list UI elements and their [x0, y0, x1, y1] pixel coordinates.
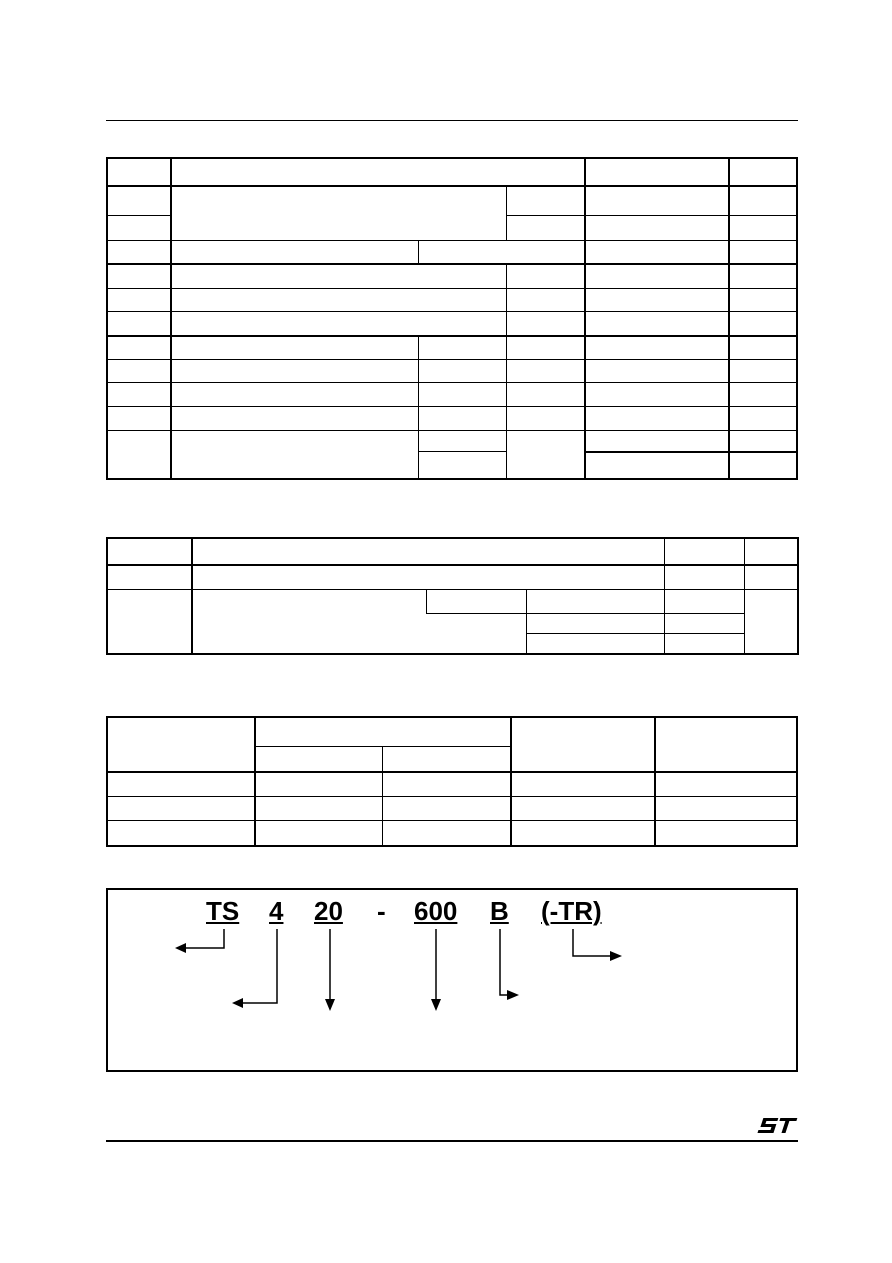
- arrow-tape-reel: [573, 929, 611, 956]
- arrow-digit: [242, 929, 277, 1003]
- footer-rule: [106, 1140, 798, 1142]
- code-tape-reel: (-TR): [541, 896, 602, 926]
- arrow-prefix: [185, 929, 224, 948]
- code-current: 20: [314, 896, 343, 926]
- arrow-suffix: [500, 929, 508, 995]
- code-suffix: B: [490, 896, 509, 926]
- code-digit: 4: [269, 896, 284, 926]
- code-dash: -: [377, 896, 386, 926]
- code-voltage: 600: [414, 896, 458, 926]
- code-prefix: TS: [206, 896, 240, 926]
